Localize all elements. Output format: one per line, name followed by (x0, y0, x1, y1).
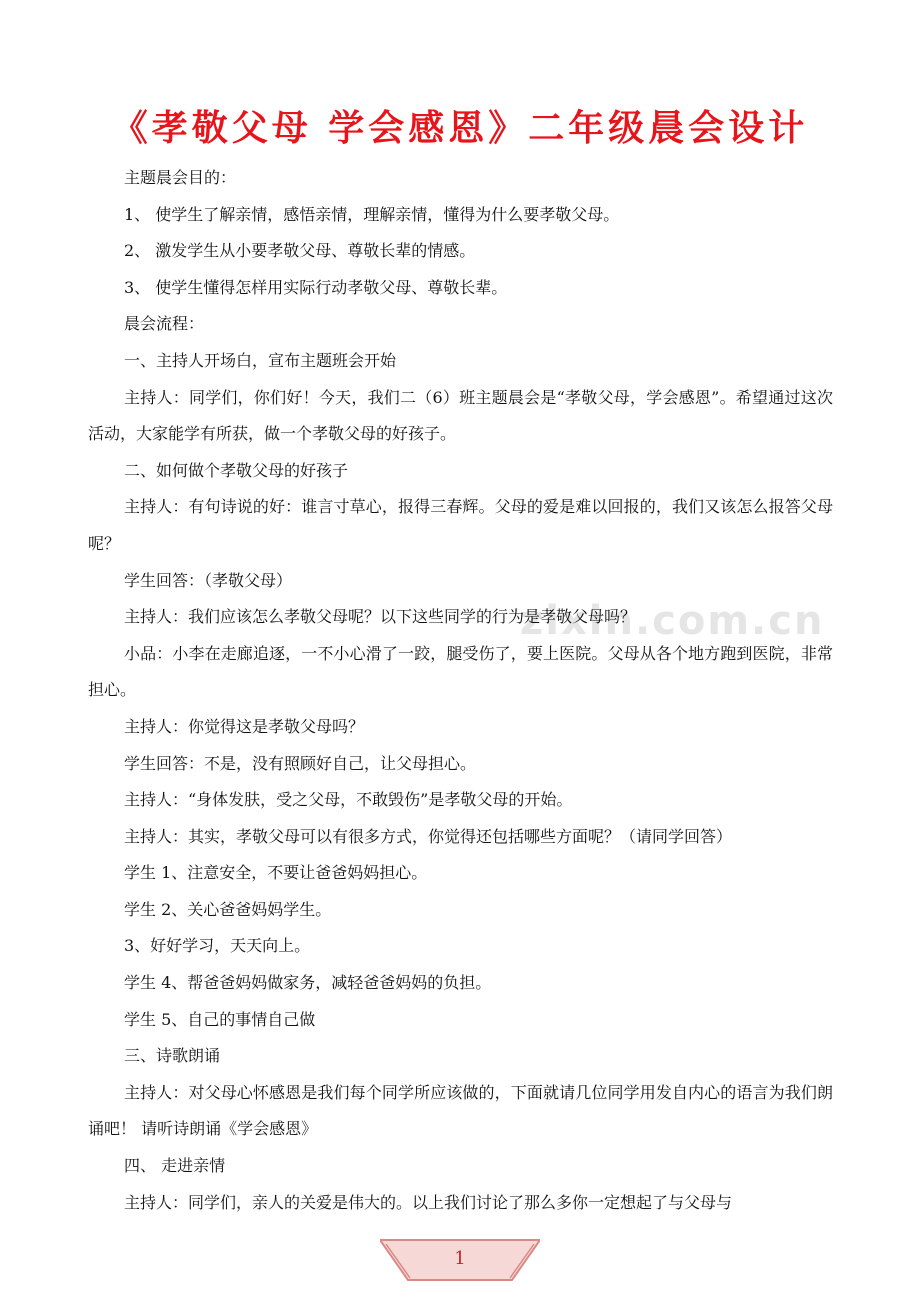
paragraph: 四、 走进亲情 (124, 1156, 226, 1176)
paragraph: 学生 1、注意安全，不要让爸爸妈妈担心。 (124, 863, 428, 883)
paragraph: 主持人：其实，孝敬父母可以有很多方式，你觉得还包括哪些方面呢？（请同学回答） (124, 826, 733, 846)
watermark-text: zixin.com.cn (520, 598, 825, 644)
paragraph: 晨会流程： (124, 314, 205, 334)
paragraph: 学生 2、关心爸爸妈妈学生。 (124, 899, 332, 919)
paragraph: 主持人：“身体发肤，受之父母，不敢毁伤”是孝敬父母的开始。 (124, 790, 573, 810)
paragraph: 3、好好学习，天天向上。 (124, 936, 311, 956)
paragraph: 主持人：同学们，亲人的关爱是伟大的。以上我们讨论了那么多你一定想起了与父母与 (124, 1192, 733, 1212)
document-body (88, 160, 833, 1221)
paragraph: 主持人：同学们，你们好！今天，我们二（6）班主题晨会是“孝敬父母，学会感恩”。希望通过这次活动，大家能学有所获，做一个孝敬父母的好孩子。 (88, 387, 833, 444)
paragraph: 学生 5、自己的事情自己做 (124, 1009, 316, 1029)
paragraph: 主持人：对父母心怀感恩是我们每个同学所应该做的，下面就请几位同学用发自内心的语言为我们朗诵吧！ 请听诗朗诵《学会感恩》 (88, 1082, 833, 1139)
paragraph: 三、诗歌朗诵 (124, 1046, 221, 1066)
paragraph: 学生回答：（孝敬父母） (124, 570, 293, 590)
page-title: 《孝敬父母 学会感恩》二年级晨会设计 (111, 108, 809, 149)
paragraph: 一、主持人开场白，宣布主题班会开始 (124, 350, 397, 370)
paragraph: 2、 激发学生从小要孝敬父母、尊敬长辈的情感。 (124, 241, 476, 261)
paragraph: 主题晨会目的： (124, 168, 237, 187)
paragraph: 主持人：有句诗说的好：谁言寸草心，报得三春辉。父母的爱是难以回报的，我们又该怎么报答父母呢？ (88, 497, 833, 553)
paragraph: 3、 使学生懂得怎样用实际行动孝敬父母、尊敬长辈。 (124, 277, 508, 297)
paragraph: 主持人：我们应该怎么孝敬父母呢？以下这些同学的行为是孝敬父母吗？ (124, 607, 637, 627)
paragraph: 学生 4、帮爸爸妈妈做家务，减轻爸爸妈妈的负担。 (124, 973, 492, 993)
paragraph: 1、 使学生了解亲情，感悟亲情，理解亲情，懂得为什么要孝敬父母。 (124, 204, 620, 224)
paragraph: 学生回答：不是，没有照顾好自己，让父母担心。 (124, 753, 477, 773)
paragraph: 主持人：你觉得这是孝敬父母吗？ (124, 716, 365, 736)
paragraph: 小品：小李在走廊追逐，一不小心滑了一跤，腿受伤了，要上医院。父母从各个地方跑到医院，非常担心。 (88, 643, 833, 700)
page-number: 1 (454, 1248, 466, 1269)
paragraph: 二、如何做个孝敬父母的好孩子 (124, 460, 349, 480)
